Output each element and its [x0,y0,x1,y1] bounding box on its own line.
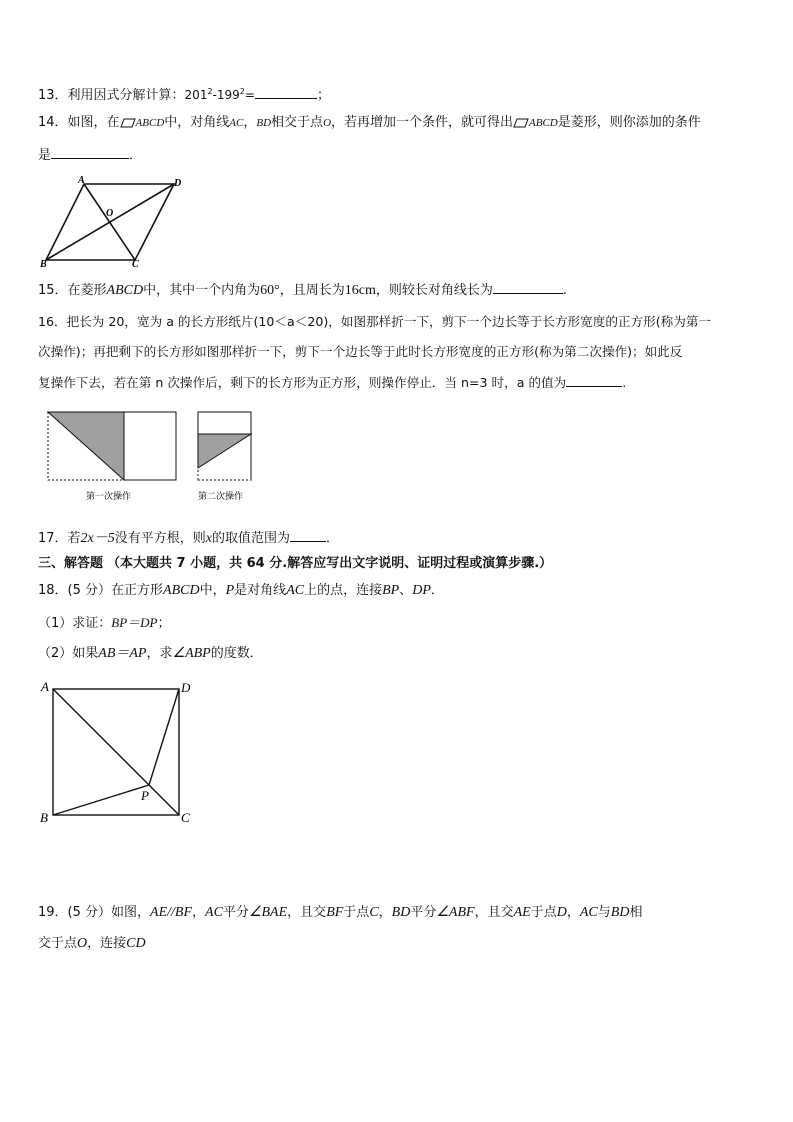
q14-ac: AC [229,117,244,129]
q19-t7: ，且交 [474,905,514,920]
q18-end: ． [430,583,444,598]
parallelogram-icon [513,118,529,128]
first-op-folded-triangle [48,412,124,480]
second-op-folded-triangle [198,434,251,468]
q18-part2-angle: ∠ABP [172,646,211,661]
q15-prefix: 15．在菱形 [38,283,107,298]
q19-e9: D [556,905,567,920]
q19-e6: BD [391,905,411,920]
q18-ac: AC [286,583,305,598]
second-op-caption: 第二次操作 [198,492,244,502]
question-17 [38,529,339,548]
q19-cd: CD [126,936,146,951]
question-16-line1: 16．把长为 20，宽为 a 的长方形纸片(10＜a＜20)，如图那样折一下，剪下一个边长等于长方形宽度的正方形(称为第一 [38,314,712,329]
q16-line3-prefix: 复操作下去，若在第 n 次操作后，剩下的长方形为正方形，则操作停止．当 n=3 时，a 的值为 [38,375,567,390]
label-a: A [41,679,49,694]
q15-answer-blank [493,281,563,294]
q18-part2-prefix: （2）如果 [38,646,99,661]
q19-t3: ，且交 [287,905,327,920]
q14-comma: ， [243,115,257,130]
label-p: P [141,788,149,803]
question-14 [38,114,701,132]
question-16-line3 [38,374,626,392]
q19-e8: AE [513,905,531,920]
q18-p: P [225,583,235,598]
q17-expr: 2x－5 [80,531,115,546]
q18-text2: 是对角线 [234,583,287,598]
q19-e3: ∠BAE [248,905,288,920]
q13-minus: - [212,88,217,102]
q19-e1: AE//BF [150,905,193,920]
question-13 [38,83,330,105]
q19-line2-prefix: 交于点 [38,936,78,951]
q14-prefix: 14．如图，在 [38,115,120,130]
section-3-title: 三、解答题 [38,556,104,571]
q15-text3: ，则较长对角线长为 [375,283,493,298]
label-a: A [78,175,85,186]
q18-part1-end: ； [157,616,171,631]
q16-line3-end: . [622,375,627,390]
q17-prefix: 17．若 [38,531,81,546]
q19-e2: AC [205,905,223,920]
diagonal-ac [53,689,179,815]
question-19-line2 [38,935,146,953]
q14-parallelogram-figure [40,176,190,268]
q13-equals: = [244,88,255,102]
question-18-part1 [38,614,171,633]
q16-folding-figure [46,410,256,506]
q14-para2: ABCD [529,117,558,129]
q19-o: O [77,936,88,951]
q13-expr-b: 199 [216,88,240,102]
q14-text: 中，对角线 [164,115,230,130]
q17-end: ． [326,531,340,546]
question-14-line2 [38,146,142,165]
q19-t2: 平分 [222,905,249,920]
q14-text4: 是菱形，则你添加的条件 [557,115,701,130]
first-op-caption: 第一次操作 [86,492,132,502]
q18-part2-expr: AB＝AP [98,646,147,661]
section-3-heading [38,555,552,573]
q18-part1-expr: BP＝DP [111,615,158,630]
q17-text2: 的取值范围为 [212,531,291,546]
q15-angle: 60° [260,283,280,298]
q18-part1-prefix: （1）求证： [38,616,112,631]
q14-text2: 相交于点 [271,115,324,130]
q18-text3: 上的点，连接 [304,583,383,598]
q18-bp: BP [382,583,400,598]
q18-part2-end: 的度数． [210,646,263,661]
q19-e5: C [369,905,379,920]
label-d: D [181,680,191,695]
q19-t8: 于点 [530,905,557,920]
label-d: D [174,178,182,189]
q17-text1: 没有平方根，则 [114,531,206,546]
q18-text1: 中， [199,583,226,598]
question-15 [38,281,567,300]
q14-o: O [323,117,332,129]
q14-text3: ，若再增加一个条件，就可得出 [331,115,514,130]
q13-answer-blank [255,86,317,99]
q19-e11: BD [610,905,630,920]
section-3-note: （本大题共 7 小题，共 64 分.解答应写出文字说明、证明过程或演算步骤.） [107,556,553,571]
q13-expr-a: 201 [184,88,208,102]
q18-prefix: 18．(5 分）在正方形 [38,583,164,598]
q19-t5: ， [378,905,392,920]
label-c: C [181,810,190,825]
q19-prefix: 19．(5 分）如图， [38,905,151,920]
q18-abcd: ABCD [163,583,200,598]
q19-t9: ， [566,905,580,920]
question-19 [38,904,642,922]
question-16-line2: 次操作)；再把剩下的长方形如图那样折一下，剪下一个边长等于此时长方形宽度的正方形(称为第二次操作)；如此反 [38,344,683,359]
q18-part2-text: ，求 [146,646,173,661]
label-c: C [132,259,139,270]
q14-bd: BD [256,117,272,129]
segment-dp [149,689,179,785]
q17-x: x [205,531,212,546]
q16-answer-blank [566,374,622,387]
q19-t4: 于点 [343,905,370,920]
question-18-part2 [38,645,263,663]
segment-bp [53,785,149,815]
q14-line2-prefix: 是 [38,148,52,163]
q18-dp: DP [412,583,431,598]
label-b: B [40,810,48,825]
parallelogram-icon [120,118,136,128]
q13-sup-a: 2 [207,87,213,96]
q15-perimeter: 16cm [344,283,376,298]
q19-t1: ， [192,905,206,920]
q15-text2: ，且周长为 [279,283,345,298]
q14-answer-blank [51,146,129,159]
q13-suffix: ； [316,88,330,103]
q15-end: . [562,283,568,298]
q19-t10: 与 [597,905,611,920]
q18-square-figure [38,680,198,828]
q19-e7: ∠ABF [436,905,475,920]
q19-e4: BF [326,905,344,920]
q13-prefix: 13．利用因式分解计算： [38,88,185,103]
q15-text1: 中，其中一个内角为 [143,283,261,298]
q17-answer-blank [290,529,326,542]
question-18 [38,582,444,600]
label-o: O [106,208,114,219]
q19-e10: AC [579,905,598,920]
q19-line2-text: ，连接 [87,936,127,951]
q15-abcd: ABCD [106,283,144,298]
label-b: B [40,259,47,270]
q14-para1: ABCD [135,117,165,129]
q19-t6: 平分 [410,905,437,920]
q18-sep: 、 [399,583,413,598]
q14-line2-end: ． [129,148,143,163]
q19-t11: 相 [629,905,643,920]
q13-sup-b: 2 [239,87,245,96]
